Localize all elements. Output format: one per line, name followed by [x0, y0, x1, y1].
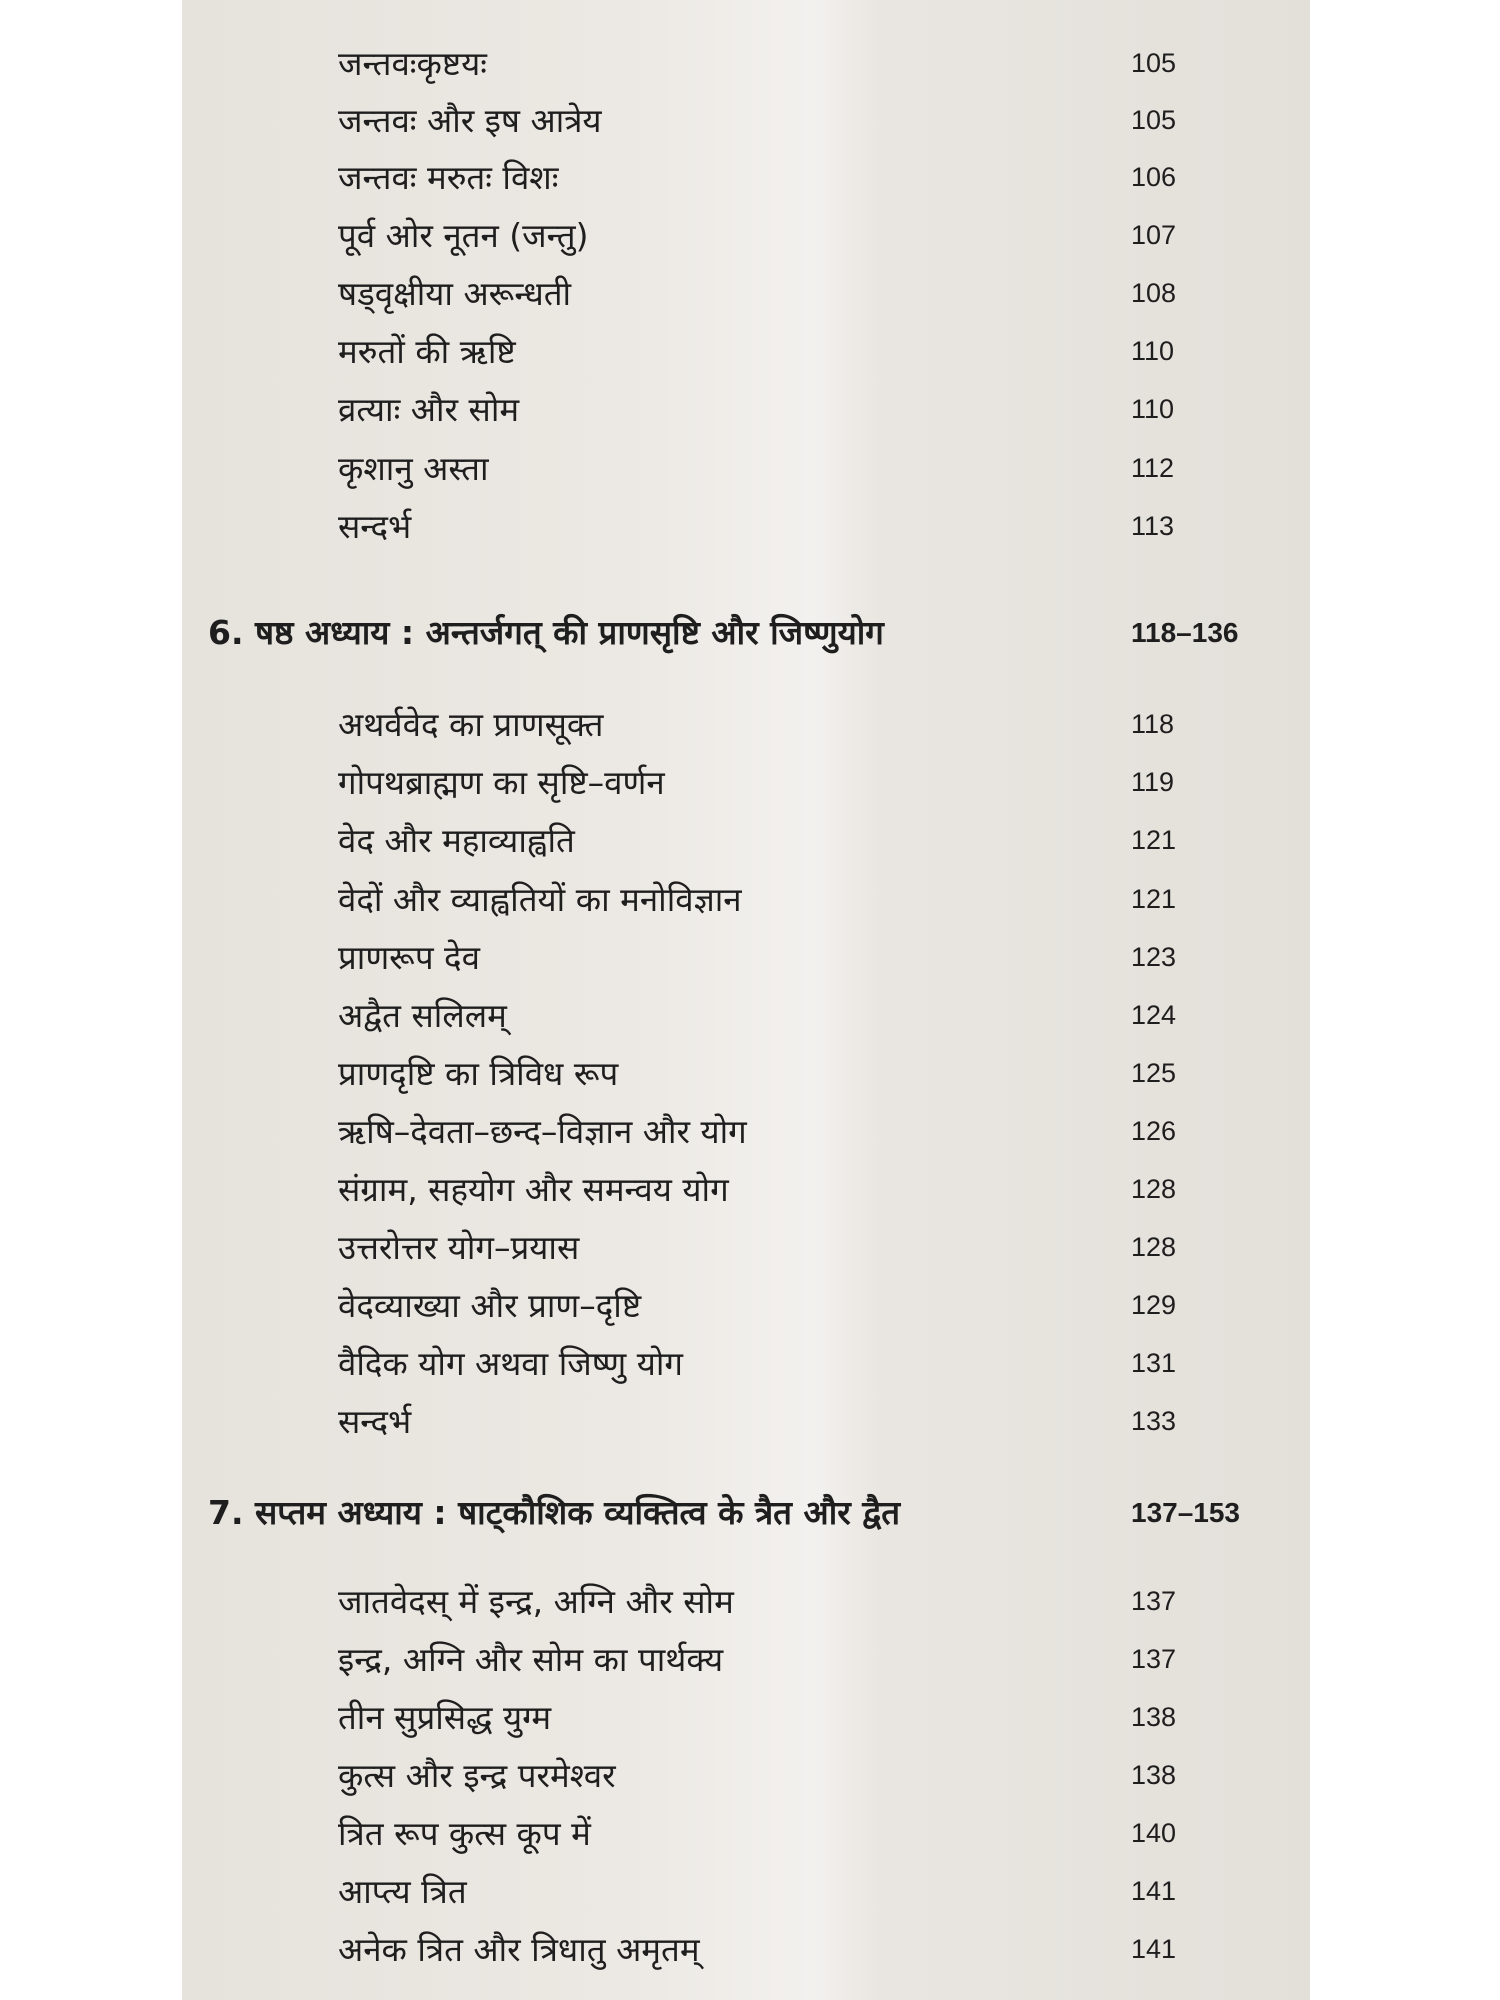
- toc-entry-title: पूर्व ओर नूतन (जन्तु): [338, 215, 589, 255]
- toc-entry-page: 138: [1131, 1760, 1177, 1790]
- toc-entry-page: 126: [1131, 1116, 1177, 1146]
- toc-entry-title: कृशानु अस्ता: [338, 448, 489, 488]
- toc-entry-page: 124: [1131, 1000, 1177, 1030]
- toc-entry: [338, 932, 1180, 980]
- toc-entry-title: ऋषि–देवता–छन्द–विज्ञान और योग: [338, 1111, 747, 1151]
- toc-entry: [338, 874, 1180, 922]
- toc-entry: [338, 95, 1180, 143]
- toc-entry: [338, 501, 1180, 549]
- toc-entry-title: जातवेदस् में इन्द्र, अग्नि और सोम: [338, 1581, 734, 1621]
- toc-entry-page: 105: [1131, 105, 1177, 135]
- toc-entry-title: सन्दर्भ: [338, 1401, 412, 1441]
- toc-entry: [338, 757, 1180, 805]
- toc-entry-page: 110: [1131, 394, 1175, 424]
- chapter-heading: [208, 607, 1278, 655]
- toc-entry-title: सन्दर्भ: [338, 506, 412, 546]
- toc-entry-title: प्राणदृष्टि का त्रिविध रूप: [338, 1053, 619, 1093]
- toc-entry-page: 131: [1131, 1348, 1177, 1378]
- chapter-heading: [208, 1487, 1278, 1535]
- toc-entry: [338, 384, 1180, 432]
- toc-entry: [338, 1692, 1180, 1740]
- toc-entry-title: वैदिक योग अथवा जिष्णु योग: [338, 1343, 683, 1383]
- toc-entry-title: गोपथब्राह्मण का सृष्टि–वर्णन: [338, 762, 665, 802]
- chapter-page-range: 137–153: [1131, 1497, 1241, 1528]
- toc-entry-page: 112: [1131, 453, 1175, 483]
- toc-entry: [338, 1750, 1180, 1798]
- toc-entry-title: उत्तरोत्तर योग–प्रयास: [338, 1227, 580, 1267]
- toc-entry: [338, 699, 1180, 747]
- toc-entry: [338, 1866, 1180, 1914]
- toc-entry: [338, 815, 1180, 863]
- toc-entry-page: 121: [1131, 825, 1177, 855]
- toc-entry: [338, 1280, 1180, 1328]
- toc-entry: [338, 1576, 1180, 1624]
- toc-entry-title: वेदों और व्याह्वतियों का मनोविज्ञान: [338, 879, 742, 919]
- toc-entry-title: आप्त्य त्रित: [338, 1871, 467, 1911]
- toc-entry: [338, 1338, 1180, 1386]
- toc-entry-page: 140: [1131, 1818, 1177, 1848]
- toc-entry-page: 138: [1131, 1702, 1177, 1732]
- toc-entry-title: अथर्ववेद का प्राणसूक्त: [338, 704, 604, 744]
- toc-entry: [338, 1164, 1180, 1212]
- toc-entry-page: 107: [1131, 220, 1177, 250]
- toc-entry-page: 119: [1131, 767, 1175, 797]
- toc-entry: [338, 1924, 1180, 1972]
- toc-entry-page: 121: [1131, 884, 1177, 914]
- toc-entry-page: 125: [1131, 1058, 1177, 1088]
- toc-entry-title: इन्द्र, अग्नि और सोम का पार्थक्य: [338, 1639, 724, 1679]
- chapter-title: 7. सप्तम अध्याय : षाट्कौशिक व्यक्तित्व के त्रैत और द्वैत: [208, 1492, 901, 1532]
- toc-entry-page: 128: [1131, 1232, 1177, 1262]
- toc-entry-title: अद्वैत सलिलम्: [338, 995, 507, 1035]
- toc-entry-title: मरुतों की ऋष्टि: [338, 331, 516, 371]
- toc-entry-page: 141: [1131, 1876, 1177, 1906]
- toc-entry-title: व्रत्याः और सोम: [338, 389, 520, 429]
- toc-entry-title: जन्तवः और इष आत्रेय: [338, 100, 602, 140]
- toc-entry-title: त्रित रूप कुत्स कूप में: [338, 1813, 591, 1853]
- toc-entry-title: वेदव्याख्या और प्राण–दृष्टि: [338, 1285, 642, 1325]
- toc-entry-page: 128: [1131, 1174, 1177, 1204]
- toc-entry-page: 137: [1131, 1586, 1177, 1616]
- toc-entry: [338, 326, 1180, 374]
- toc-entry: [338, 38, 1180, 86]
- toc-entry-page: 129: [1131, 1290, 1177, 1320]
- toc-entry: [338, 1222, 1180, 1270]
- toc-entry-title: तीन सुप्रसिद्ध युग्म: [338, 1697, 552, 1737]
- toc-entry: [338, 1396, 1180, 1444]
- chapter-title: 6. षष्ठ अध्याय : अन्तर्जगत् की प्राणसृष्टि और जिष्णुयोग: [208, 612, 884, 652]
- toc-entry: [338, 443, 1180, 491]
- toc-entry-page: 123: [1131, 942, 1177, 972]
- toc-entry: [338, 1808, 1180, 1856]
- toc-entry: [338, 268, 1180, 316]
- chapter-page-range: 118–136: [1131, 617, 1239, 648]
- toc-entry-title: जन्तवःकृष्टयः: [338, 43, 487, 83]
- toc-entry-page: 141: [1131, 1934, 1177, 1964]
- toc-entry: [338, 1048, 1180, 1096]
- toc-entry-page: 105: [1131, 48, 1177, 78]
- toc-entry-title: वेद और महाव्याह्वति: [338, 820, 575, 860]
- toc-entry-page: 137: [1131, 1644, 1177, 1674]
- toc-entry: [338, 990, 1180, 1038]
- toc-entry-page: 118: [1131, 709, 1175, 739]
- toc-entry-page: 110: [1131, 336, 1175, 366]
- toc-entry-page: 113: [1131, 511, 1175, 541]
- toc-entry: [338, 152, 1180, 200]
- toc-entry-page: 108: [1131, 278, 1177, 308]
- toc-entry: [338, 210, 1180, 258]
- toc-entry-title: संग्राम, सहयोग और समन्वय योग: [338, 1169, 729, 1209]
- toc-entry: [338, 1106, 1180, 1154]
- toc-entry-page: 133: [1131, 1406, 1177, 1436]
- toc-entry-title: प्राणरूप देव: [338, 937, 480, 977]
- toc-entry: [338, 1634, 1180, 1682]
- toc-entry-title: षड्वृक्षीया अरून्धती: [338, 273, 572, 313]
- toc-entry-title: अनेक त्रित और त्रिधातु अमृतम्: [338, 1929, 700, 1969]
- toc-entry-title: जन्तवः मरुतः विशः: [338, 157, 559, 197]
- toc-entry-title: कुत्स और इन्द्र परमेश्वर: [338, 1755, 616, 1795]
- toc-entry-page: 106: [1131, 162, 1177, 192]
